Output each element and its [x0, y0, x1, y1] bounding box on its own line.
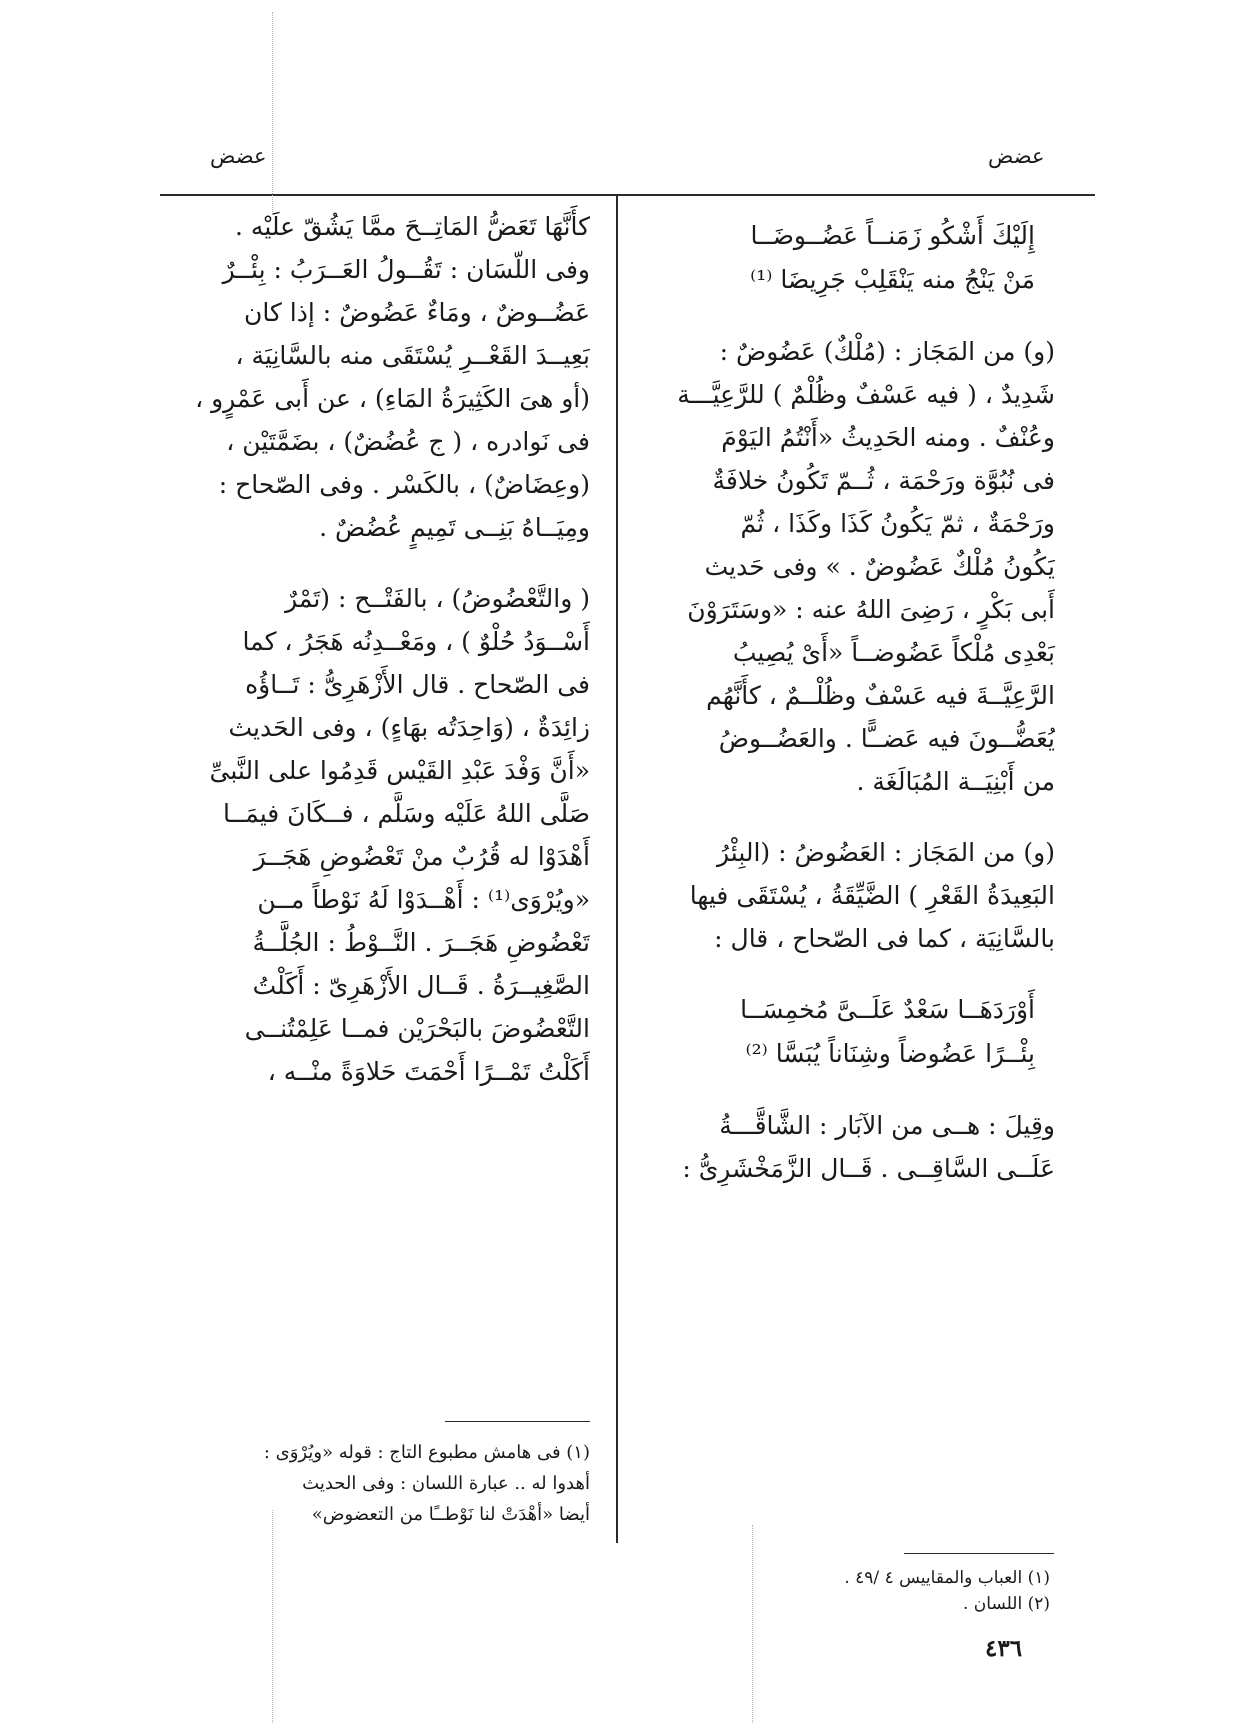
- footnotes-left: [150, 1437, 590, 1530]
- footnote: أهدوا له .. عبارة اللسان : وفى الحديث: [302, 1473, 590, 1494]
- text-line: ( والتَّعْضُوضُ) ، بالفَتْــح : (تَمْرٌ: [285, 584, 590, 613]
- text-line: من أَبْنِيَــة المُبَالَغَة .: [856, 767, 1055, 796]
- text-line: عَضُــوضٌ ، ومَاءٌ عَضُوضٌ : إذا كان: [243, 298, 590, 327]
- text-line: «أَنَّ وَفْدَ عَبْدِ القَيْس قَدِمُوا على النَّبىِّ: [209, 756, 590, 785]
- text-line: «ويُرْوَى⁽¹⁾ : أَهْــدَوْا لَهُ نَوْطاً مــن: [257, 885, 590, 914]
- text-line: أَكَلْتُ تَمْــرًا أَحْمَتَ حَلاوَةً منْــه ،: [267, 1057, 590, 1086]
- text-line: وعُنْفٌ . ومنه الحَدِيثُ «أَنْتُمُ اليَوْمَ: [721, 423, 1055, 452]
- footnote: (٢) اللسان .: [963, 1594, 1050, 1614]
- text-line: الصَّغِيــرَةُ . قَــال الأَزْهَرِىّ : أَكَلْتُ: [252, 971, 590, 1000]
- text-line: أَسْــوَدُ حُلْوٌ ) ، ومَعْــدِنُه هَجَرُ ، كما: [242, 627, 590, 656]
- text-line: البَعِيدَةُ القَعْرِ ) الضَّيِّقَةُ ، يُسْتَقَى فيها: [689, 881, 1055, 910]
- header-rule: [160, 194, 1095, 196]
- verse-line: إِلَيْكَ أَشْكُو زَمَنــاً عَضُــوضَــا: [750, 221, 1035, 250]
- text-line: بَعْدِى مُلْكاً عَضُوضــاً «أَىْ يُصِيبُ: [732, 638, 1055, 667]
- right-column: [655, 214, 1055, 1190]
- paragraph: [655, 1104, 1055, 1190]
- text-line: تَعْضُوضِ هَجَــرَ . النَّــوْطُ : الجُلَّــةُ: [252, 928, 590, 957]
- header-word-right: عضض: [988, 144, 1045, 168]
- text-line: ورَحْمَةٌ ، ثمّ يَكُونُ كَذَا وكَذَا ، ثُمّ: [740, 509, 1055, 538]
- page-number: ٤٣٦: [985, 1635, 1023, 1662]
- scan-guide-line: [272, 1510, 273, 1723]
- footnote: (١) فى هامش مطبوع التاج : قوله «ويُرْوَى :: [263, 1442, 590, 1463]
- text-line: صَلَّى اللهُ عَلَيْه وسَلَّم ، فــكَانَ فيمَــا: [222, 799, 590, 828]
- text-line: (و) من المَجَاز : (مُلْكٌ) عَضُوضٌ :: [719, 337, 1055, 366]
- footnote-rule: [904, 1553, 1054, 1554]
- text-line: وقِيلَ : هــى من الآبَار : الشَّاقَّـــةُ: [719, 1111, 1055, 1140]
- text-line: بالسَّانِيَة ، كما فى الصّحاح ، قال :: [714, 924, 1055, 953]
- footnotes-right: [820, 1565, 1050, 1617]
- paragraph: [655, 831, 1055, 960]
- column-divider: [616, 196, 618, 1543]
- text-line: كأَنَّهَا تَعَضُّ المَاتِــحَ ممَّا يَشُقّ علَيْه .: [235, 212, 590, 241]
- footnote-rule: [445, 1421, 590, 1422]
- text-line: وفى اللّسَان : تَقُــولُ العَــرَبُ : بِئْــرٌ: [222, 255, 590, 284]
- text-line: الرَّعِيَّــةَ فيه عَسْفٌ وظُلْــمٌ ، كأَنَّهُم: [706, 681, 1055, 710]
- paragraph: [655, 330, 1055, 803]
- text-line: (و) من المَجَاز : العَضُوضُ : (البِئْرُ: [716, 838, 1055, 867]
- text-line: (أو هىَ الكَثِيرَةُ المَاءِ) ، عن أَبى عَمْرٍو ،: [195, 384, 590, 413]
- paragraph: [150, 577, 590, 1093]
- scan-guide-line: [272, 12, 273, 212]
- footnote: أيضا «أهْدَتْ لنا نَوْطــًا من التعضوض»: [311, 1504, 590, 1525]
- text-line: فى الصّحاح . قال الأَزْهَرِىُّ : تَــاؤُه: [245, 670, 590, 699]
- text-line: فى نُبُوَّة ورَحْمَة ، ثُــمّ تَكُونُ خلافَةٌ: [712, 466, 1055, 495]
- text-line: التَّعْضُوضَ بالبَحْرَيْن فمــا عَلِمْتُنــى: [244, 1014, 590, 1043]
- text-line: بَعِيــدَ القَعْــرِ يُسْتَقَى منه بالسَّانِيَة ،: [235, 341, 590, 370]
- header-word-left: عضض: [210, 144, 267, 168]
- verse-line: بِئْــرًا عَضُوضاً وشِنَاناً يُبَسَّا ⁽²⁾: [745, 1039, 1035, 1068]
- text-line: يُعَضُّــونَ فيه عَضــًّا . والعَضُــوضُ: [718, 724, 1055, 753]
- text-line: أَهْدَوْا له قُرُبٌ منْ تَعْضُوضِ هَجَــرَ: [253, 842, 590, 871]
- paragraph: [150, 205, 590, 549]
- text-line: ومِيَــاهُ بَنِــى تَمِيمٍ عُضُضٌ .: [319, 513, 590, 542]
- text-line: يَكُونُ مُلْكٌ عَضُوضٌ . » وفى حَديث: [704, 552, 1055, 581]
- scan-guide-line: [752, 1525, 753, 1723]
- verse-line: مَنْ يَنْجُ منه يَنْقَلِبْ جَرِيضَا ⁽¹⁾: [750, 265, 1035, 294]
- text-line: أَبى بَكْرٍ ، رَضِىَ اللهُ عنه : «وسَتَرَوْنَ: [687, 595, 1055, 624]
- footnote: (١) العباب والمقاييس ٤ /٤٩ .: [844, 1568, 1050, 1588]
- text-line: فى نَوادره ، ( ج عُضُضٌ) ، بضَمَّتَيْن ،: [226, 427, 590, 456]
- verse-line: أَوْرَدَهَــا سَعْدٌ عَلَــىَّ مُخمِسَــا: [740, 995, 1035, 1024]
- text-line: زائِدَةٌ ، (وَاحِدَتُه بهَاءٍ) ، وفى الحَديث: [228, 713, 590, 742]
- text-line: (وعِضَاضٌ) ، بالكَسْر . وفى الصّحاح :: [218, 470, 590, 499]
- text-line: شَدِيدٌ ، ( فيه عَسْفٌ وظُلْمٌ ) للرَّعِيَّـــة: [677, 380, 1055, 409]
- left-column: [150, 205, 590, 1093]
- text-line: عَلَــى السَّاقِــى . قَــال الزَّمَخْشَرِىُّ :: [682, 1154, 1055, 1183]
